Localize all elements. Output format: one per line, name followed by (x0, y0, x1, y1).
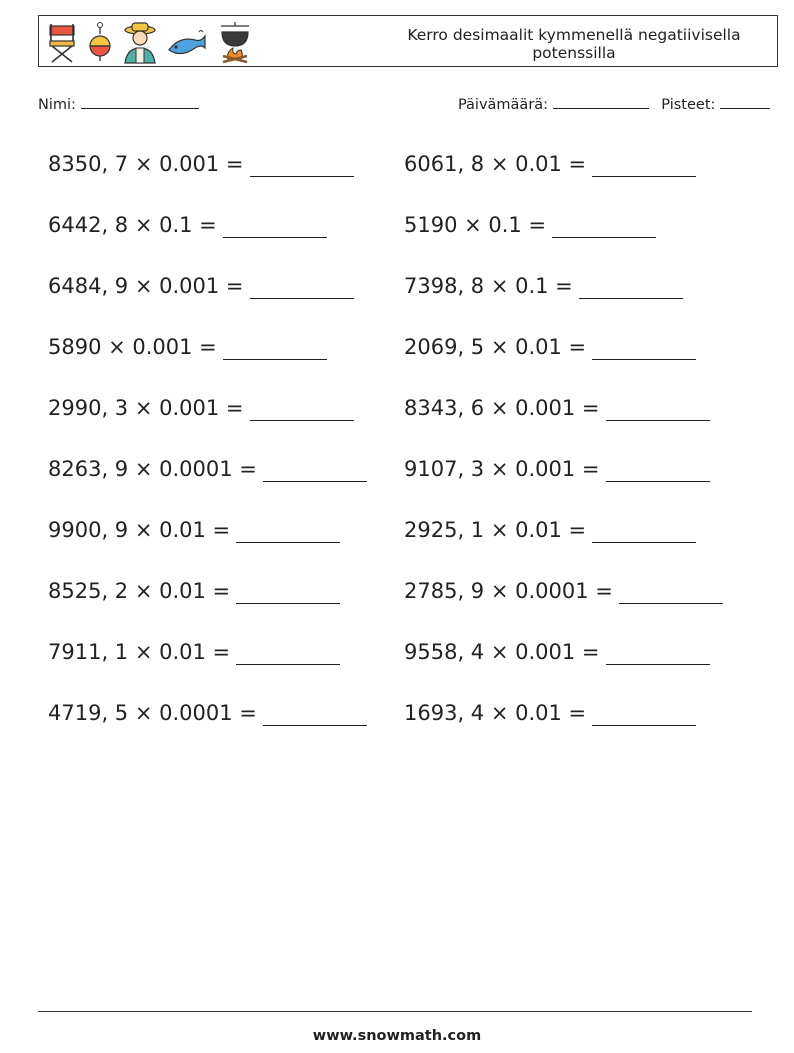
problem (404, 266, 683, 306)
problem-expression: 4719, 5 × 0.0001 = (48, 701, 257, 725)
answer-blank[interactable] (606, 453, 710, 482)
score-blank[interactable] (720, 94, 770, 109)
problem (404, 449, 710, 489)
problem-row (48, 388, 768, 428)
answer-blank[interactable] (606, 392, 710, 421)
name-blank[interactable] (81, 94, 199, 109)
problem-expression: 8350, 7 × 0.001 = (48, 152, 244, 176)
problem (404, 144, 696, 184)
problem-row (48, 571, 768, 611)
problem-expression: 6061, 8 × 0.01 = (404, 152, 587, 176)
problem-expression: 7911, 1 × 0.01 = (48, 640, 231, 664)
fish-icon (165, 20, 209, 64)
answer-blank[interactable] (223, 209, 327, 238)
date-score-fields (458, 94, 770, 113)
problem-expression: 7398, 8 × 0.1 = (404, 274, 573, 298)
header-icons (45, 19, 255, 65)
problem-expression: 8343, 6 × 0.001 = (404, 396, 600, 420)
worksheet-header (38, 15, 778, 67)
name-label: Nimi: (38, 97, 76, 113)
problem-expression: 2069, 5 × 0.01 = (404, 335, 587, 359)
problem (48, 388, 354, 428)
problem-expression: 2925, 1 × 0.01 = (404, 518, 587, 542)
problem-expression: 6442, 8 × 0.1 = (48, 213, 217, 237)
answer-blank[interactable] (250, 392, 354, 421)
answer-blank[interactable] (592, 148, 696, 177)
problem (48, 632, 340, 672)
problem-expression: 9558, 4 × 0.001 = (404, 640, 600, 664)
answer-blank[interactable] (263, 697, 367, 726)
problem-row (48, 693, 768, 733)
footer-divider (38, 1011, 752, 1012)
problem-row (48, 510, 768, 550)
problem (404, 327, 696, 367)
problem (404, 205, 656, 245)
answer-blank[interactable] (263, 453, 367, 482)
problem (48, 205, 327, 245)
footer-url: www.snowmath.com (312, 1028, 482, 1044)
problem (404, 510, 696, 550)
problem-expression: 2990, 3 × 0.001 = (48, 396, 244, 420)
answer-blank[interactable] (236, 636, 340, 665)
problem-expression: 2785, 9 × 0.0001 = (404, 579, 613, 603)
date-blank[interactable] (553, 94, 649, 109)
problem (48, 693, 367, 733)
answer-blank[interactable] (579, 270, 683, 299)
answer-blank[interactable] (250, 270, 354, 299)
answer-blank[interactable] (223, 331, 327, 360)
problem (48, 266, 354, 306)
problem (404, 571, 723, 611)
answer-blank[interactable] (236, 575, 340, 604)
problem-row (48, 266, 768, 306)
problem-row (48, 144, 768, 184)
director-chair-icon (45, 20, 79, 64)
problem (48, 510, 340, 550)
problem-expression: 8525, 2 × 0.01 = (48, 579, 231, 603)
date-label: Päivämäärä: (457, 97, 549, 113)
problem-expression: 1693, 4 × 0.01 = (404, 701, 587, 725)
problem-row (48, 205, 768, 245)
score-label: Pisteet: (661, 97, 716, 113)
answer-blank[interactable] (619, 575, 723, 604)
answer-blank[interactable] (236, 514, 340, 543)
problem (48, 327, 327, 367)
problem (48, 449, 367, 489)
problem (48, 144, 354, 184)
answer-blank[interactable] (250, 148, 354, 177)
problem (404, 388, 710, 428)
problem (404, 632, 710, 672)
campfire-pot-icon (215, 20, 255, 64)
fisherman-icon (121, 20, 159, 64)
fishing-bobber-icon (85, 20, 115, 64)
problem (404, 693, 696, 733)
worksheet-title: Kerro desimaalit kymmenellä negatiivisella potenssilla (407, 26, 741, 62)
problem-expression: 9900, 9 × 0.01 = (48, 518, 231, 542)
answer-blank[interactable] (592, 514, 696, 543)
problem-expression: 5190 × 0.1 = (404, 213, 547, 237)
problem-row (48, 327, 768, 367)
name-field (38, 94, 199, 113)
problem-expression: 8263, 9 × 0.0001 = (48, 457, 257, 481)
problem-expression: 6484, 9 × 0.001 = (48, 274, 244, 298)
answer-blank[interactable] (552, 209, 656, 238)
problem (48, 571, 340, 611)
answer-blank[interactable] (592, 697, 696, 726)
problem-expression: 9107, 3 × 0.001 = (404, 457, 600, 481)
problem-row (48, 632, 768, 672)
answer-blank[interactable] (606, 636, 710, 665)
problem-expression: 5890 × 0.001 = (48, 335, 217, 359)
problem-row (48, 449, 768, 489)
answer-blank[interactable] (592, 331, 696, 360)
